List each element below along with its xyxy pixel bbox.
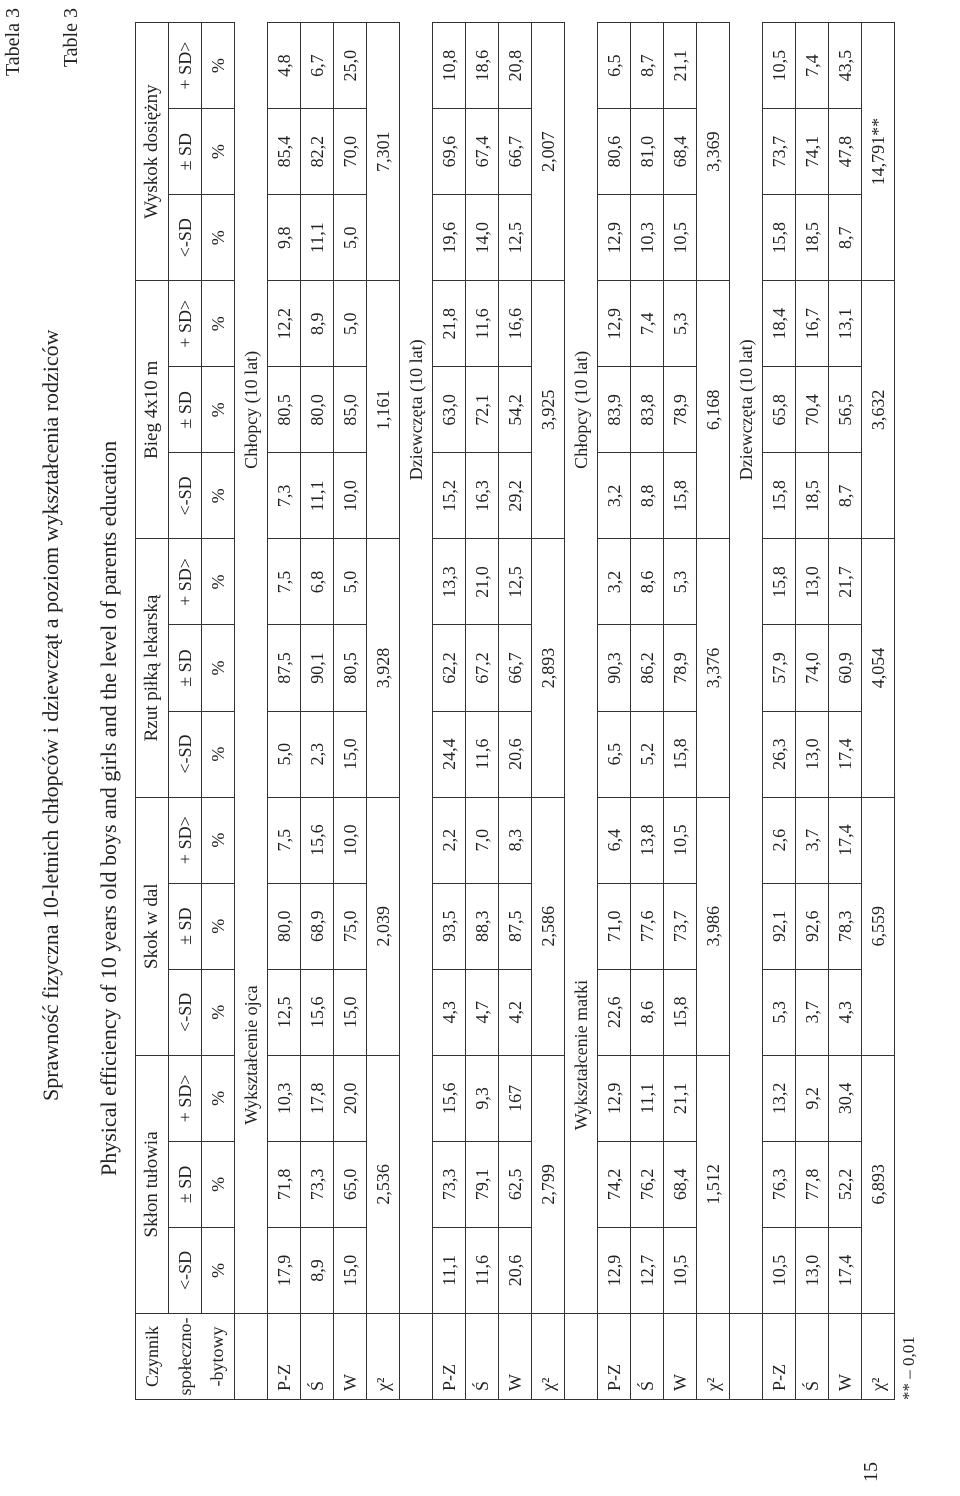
factor-cell: W xyxy=(334,1314,367,1400)
subheader-cell: ± SD xyxy=(169,1141,202,1227)
value-cell: 93,5 xyxy=(433,883,466,969)
subheader-cell: + SD> xyxy=(169,281,202,367)
value-cell: 12,9 xyxy=(598,1055,631,1141)
subheader-cell: <-SD xyxy=(169,711,202,797)
value-cell: 17,4 xyxy=(829,1227,862,1313)
factor-cell: P-Z xyxy=(433,1314,466,1400)
table-number-en: Table 3 xyxy=(60,8,82,68)
value-cell: 10,0 xyxy=(334,453,367,539)
value-cell: 16,6 xyxy=(499,281,532,367)
page-number: 15 xyxy=(860,1462,882,1482)
value-cell: 7,0 xyxy=(466,797,499,883)
subheader-cell: + SD> xyxy=(169,539,202,625)
value-cell: 5,0 xyxy=(334,539,367,625)
chi-value: 2,799 xyxy=(532,1055,565,1313)
value-cell: 56,5 xyxy=(829,367,862,453)
chi-value: 7,301 xyxy=(367,23,400,281)
value-cell: 20,6 xyxy=(499,1227,532,1313)
value-cell: 15,0 xyxy=(334,711,367,797)
factor-cell: P-Z xyxy=(598,1314,631,1400)
unit-cell: % xyxy=(202,539,235,625)
parent-education-label: Wykształcenie ojca xyxy=(235,797,268,1313)
factor-cell: W xyxy=(829,1314,862,1400)
group-header: Wyskok dosiężny xyxy=(136,23,169,281)
value-cell: 65,8 xyxy=(763,367,796,453)
gender-label: Dziewczęta (10 lat) xyxy=(730,23,763,798)
value-cell: 10,5 xyxy=(664,1227,697,1313)
unit-cell: % xyxy=(202,23,235,109)
value-cell: 11,1 xyxy=(301,453,334,539)
value-cell: 13,1 xyxy=(829,281,862,367)
value-cell: 76,2 xyxy=(631,1141,664,1227)
chi-value: 2,536 xyxy=(367,1055,400,1313)
chi-value: 3,928 xyxy=(367,539,400,797)
value-cell: 8,6 xyxy=(631,969,664,1055)
chi-value: 3,925 xyxy=(532,281,565,539)
value-cell: 4,8 xyxy=(268,23,301,109)
chi-label: χ² xyxy=(862,1314,895,1400)
value-cell: 2,6 xyxy=(763,797,796,883)
value-cell: 12,5 xyxy=(499,195,532,281)
value-cell: 16,3 xyxy=(466,453,499,539)
value-cell: 8,7 xyxy=(631,23,664,109)
value-cell: 11,1 xyxy=(631,1055,664,1141)
unit-cell: % xyxy=(202,1055,235,1141)
value-cell: 15,8 xyxy=(664,969,697,1055)
chi-value: 6,893 xyxy=(862,1055,895,1313)
value-cell: 10,8 xyxy=(433,23,466,109)
value-cell: 79,1 xyxy=(466,1141,499,1227)
value-cell: 3,2 xyxy=(598,453,631,539)
chi-value: 14,791** xyxy=(862,23,895,281)
value-cell: 52,2 xyxy=(829,1141,862,1227)
value-cell: 62,5 xyxy=(499,1141,532,1227)
chi-value: 6,559 xyxy=(862,797,895,1055)
parent-education-label: Wykształcenie matki xyxy=(565,797,598,1313)
value-cell: 78,3 xyxy=(829,883,862,969)
value-cell: 8,9 xyxy=(301,1227,334,1313)
value-cell: 90,3 xyxy=(598,625,631,711)
value-cell: 25,0 xyxy=(334,23,367,109)
value-cell: 80,0 xyxy=(268,883,301,969)
unit-cell: % xyxy=(202,1141,235,1227)
value-cell: 11,1 xyxy=(301,195,334,281)
value-cell: 8,6 xyxy=(631,539,664,625)
value-cell: 77,8 xyxy=(796,1141,829,1227)
factor-cell: P-Z xyxy=(763,1314,796,1400)
table-title-en: Physical efficiency of 10 years old boys and girls and the level of parents education xyxy=(96,440,121,1176)
value-cell: 80,0 xyxy=(301,367,334,453)
value-cell: 20,6 xyxy=(499,711,532,797)
factor-cell: W xyxy=(499,1314,532,1400)
value-cell: 11,6 xyxy=(466,711,499,797)
value-cell: 7,4 xyxy=(796,23,829,109)
table-row xyxy=(796,23,829,1400)
value-cell: 167 xyxy=(499,1055,532,1141)
value-cell: 11,6 xyxy=(466,281,499,367)
value-cell: 73,7 xyxy=(763,109,796,195)
value-cell: 12,5 xyxy=(499,539,532,625)
chi-row xyxy=(532,23,565,1400)
chi-value: 2,586 xyxy=(532,797,565,1055)
value-cell: 24,4 xyxy=(433,711,466,797)
table-row xyxy=(301,23,334,1400)
value-cell: 73,3 xyxy=(301,1141,334,1227)
value-cell: 73,7 xyxy=(664,883,697,969)
value-cell: 66,7 xyxy=(499,109,532,195)
value-cell: 5,0 xyxy=(334,195,367,281)
chi-row xyxy=(367,23,400,1400)
factor-cell: P-Z xyxy=(268,1314,301,1400)
value-cell: 6,8 xyxy=(301,539,334,625)
value-cell: 90,1 xyxy=(301,625,334,711)
value-cell: 43,5 xyxy=(829,23,862,109)
section-spacer xyxy=(565,1314,598,1400)
subheader-cell: ± SD xyxy=(169,109,202,195)
value-cell: 15,0 xyxy=(334,1227,367,1313)
value-cell: 4,2 xyxy=(499,969,532,1055)
value-cell: 22,6 xyxy=(598,969,631,1055)
value-cell: 70,4 xyxy=(796,367,829,453)
value-cell: 20,0 xyxy=(334,1055,367,1141)
value-cell: 11,6 xyxy=(466,1227,499,1313)
value-cell: 8,9 xyxy=(301,281,334,367)
value-cell: 85,4 xyxy=(268,109,301,195)
table-row xyxy=(829,23,862,1400)
value-cell: 74,2 xyxy=(598,1141,631,1227)
value-cell: 73,3 xyxy=(433,1141,466,1227)
value-cell: 13,3 xyxy=(433,539,466,625)
value-cell: 66,7 xyxy=(499,625,532,711)
value-cell: 13,2 xyxy=(763,1055,796,1141)
value-cell: 9,8 xyxy=(268,195,301,281)
table-number-pl: Tabela 3 xyxy=(2,8,24,77)
value-cell: 15,6 xyxy=(433,1055,466,1141)
unit-cell: % xyxy=(202,969,235,1055)
table-title-pl: Sprawność fizyczna 10-letnich chłopców i dziewcząt a poziom wykształcenia rodziców xyxy=(38,329,63,1101)
subheader-cell: + SD> xyxy=(169,23,202,109)
gender-label: Dziewczęta (10 lat) xyxy=(400,23,433,798)
unit-cell: % xyxy=(202,367,235,453)
chi-value: 2,007 xyxy=(532,23,565,281)
parent-education-label xyxy=(730,797,763,1313)
table-row xyxy=(598,23,631,1400)
value-cell: 13,0 xyxy=(796,539,829,625)
value-cell: 12,2 xyxy=(268,281,301,367)
unit-cell: % xyxy=(202,711,235,797)
value-cell: 85,0 xyxy=(334,367,367,453)
unit-cell: % xyxy=(202,797,235,883)
value-cell: 78,9 xyxy=(664,367,697,453)
value-cell: 80,5 xyxy=(334,625,367,711)
value-cell: 2,3 xyxy=(301,711,334,797)
value-cell: 10,5 xyxy=(664,195,697,281)
chi-value: 2,039 xyxy=(367,797,400,1055)
subheader-cell: + SD> xyxy=(169,1055,202,1141)
value-cell: 5,3 xyxy=(664,539,697,625)
value-cell: 81,0 xyxy=(631,109,664,195)
value-cell: 15,6 xyxy=(301,969,334,1055)
value-cell: 8,3 xyxy=(499,797,532,883)
value-cell: 13,0 xyxy=(796,711,829,797)
value-cell: 20,8 xyxy=(499,23,532,109)
factor-cell: Ś xyxy=(466,1314,499,1400)
value-cell: 10,5 xyxy=(763,23,796,109)
chi-value: 6,168 xyxy=(697,281,730,539)
subheader-cell: ± SD xyxy=(169,367,202,453)
value-cell: 21,0 xyxy=(466,539,499,625)
value-cell: 30,4 xyxy=(829,1055,862,1141)
value-cell: 68,4 xyxy=(664,109,697,195)
value-cell: 8,7 xyxy=(829,195,862,281)
table-row xyxy=(466,23,499,1400)
subheader-cell: + SD> xyxy=(169,797,202,883)
subheader-cell: <-SD xyxy=(169,1227,202,1313)
value-cell: 9,2 xyxy=(796,1055,829,1141)
value-cell: 67,2 xyxy=(466,625,499,711)
factor-cell: W xyxy=(664,1314,697,1400)
chi-value: 1,512 xyxy=(697,1055,730,1313)
value-cell: 12,7 xyxy=(631,1227,664,1313)
value-cell: 14,0 xyxy=(466,195,499,281)
value-cell: 4,3 xyxy=(433,969,466,1055)
value-cell: 62,2 xyxy=(433,625,466,711)
value-cell: 29,2 xyxy=(499,453,532,539)
value-cell: 12,9 xyxy=(598,1227,631,1313)
value-cell: 7,5 xyxy=(268,539,301,625)
value-cell: 15,8 xyxy=(763,539,796,625)
value-cell: 63,0 xyxy=(433,367,466,453)
value-cell: 21,8 xyxy=(433,281,466,367)
unit-cell: % xyxy=(202,453,235,539)
value-cell: 5,3 xyxy=(763,969,796,1055)
value-cell: 18,6 xyxy=(466,23,499,109)
value-cell: 4,3 xyxy=(829,969,862,1055)
value-cell: 80,5 xyxy=(268,367,301,453)
gender-label: Chłopcy (10 lat) xyxy=(235,23,268,798)
value-cell: 72,1 xyxy=(466,367,499,453)
chi-row xyxy=(697,23,730,1400)
value-cell: 80,6 xyxy=(598,109,631,195)
value-cell: 83,8 xyxy=(631,367,664,453)
value-cell: 15,8 xyxy=(763,195,796,281)
value-cell: 68,9 xyxy=(301,883,334,969)
unit-cell: % xyxy=(202,195,235,281)
value-cell: 7,5 xyxy=(268,797,301,883)
value-cell: 10,3 xyxy=(631,195,664,281)
value-cell: 6,5 xyxy=(598,23,631,109)
factor-cell: Ś xyxy=(301,1314,334,1400)
section-row xyxy=(565,23,598,1400)
subheader-cell: ± SD xyxy=(169,625,202,711)
value-cell: 19,6 xyxy=(433,195,466,281)
chi-value: 2,893 xyxy=(532,539,565,797)
factor-header-1: Czynnik xyxy=(136,1314,169,1400)
value-cell: 13,8 xyxy=(631,797,664,883)
value-cell: 12,5 xyxy=(268,969,301,1055)
subheader-cell: ± SD xyxy=(169,883,202,969)
chi-value: 4,054 xyxy=(862,539,895,797)
value-cell: 71,8 xyxy=(268,1141,301,1227)
group-header: Bieg 4x10 m xyxy=(136,281,169,539)
unit-cell: % xyxy=(202,281,235,367)
group-header: Skok w dal xyxy=(136,797,169,1055)
table-row xyxy=(334,23,367,1400)
value-cell: 17,8 xyxy=(301,1055,334,1141)
table-row xyxy=(763,23,796,1400)
value-cell: 5,0 xyxy=(268,711,301,797)
value-cell: 7,3 xyxy=(268,453,301,539)
value-cell: 12,9 xyxy=(598,195,631,281)
value-cell: 15,6 xyxy=(301,797,334,883)
chi-value: 3,986 xyxy=(697,797,730,1055)
unit-cell: % xyxy=(202,625,235,711)
chi-value: 3,369 xyxy=(697,23,730,281)
value-cell: 15,2 xyxy=(433,453,466,539)
value-cell: 7,4 xyxy=(631,281,664,367)
value-cell: 75,0 xyxy=(334,883,367,969)
value-cell: 5,2 xyxy=(631,711,664,797)
gender-label: Chłopcy (10 lat) xyxy=(565,23,598,798)
value-cell: 3,7 xyxy=(796,797,829,883)
value-cell: 67,4 xyxy=(466,109,499,195)
table-row xyxy=(631,23,664,1400)
value-cell: 86,2 xyxy=(631,625,664,711)
value-cell: 9,3 xyxy=(466,1055,499,1141)
value-cell: 18,4 xyxy=(763,281,796,367)
value-cell: 21,1 xyxy=(664,1055,697,1141)
value-cell: 21,1 xyxy=(664,23,697,109)
chi-value: 1,161 xyxy=(367,281,400,539)
table-row xyxy=(664,23,697,1400)
results-table xyxy=(135,22,895,1400)
chi-label: χ² xyxy=(532,1314,565,1400)
value-cell: 15,8 xyxy=(664,453,697,539)
subheader-cell: <-SD xyxy=(169,195,202,281)
table-row xyxy=(433,23,466,1400)
value-cell: 6,4 xyxy=(598,797,631,883)
value-cell: 54,2 xyxy=(499,367,532,453)
factor-header-2: społeczno- xyxy=(169,1314,202,1400)
unit-cell: % xyxy=(202,1227,235,1313)
value-cell: 26,3 xyxy=(763,711,796,797)
value-cell: 2,2 xyxy=(433,797,466,883)
factor-header-3: -bytowy xyxy=(202,1314,235,1400)
value-cell: 17,9 xyxy=(268,1227,301,1313)
value-cell: 17,4 xyxy=(829,711,862,797)
value-cell: 92,6 xyxy=(796,883,829,969)
section-row xyxy=(235,23,268,1400)
value-cell: 65,0 xyxy=(334,1141,367,1227)
subheader-cell: <-SD xyxy=(169,969,202,1055)
value-cell: 71,0 xyxy=(598,883,631,969)
factor-cell: Ś xyxy=(796,1314,829,1400)
unit-cell: % xyxy=(202,883,235,969)
value-cell: 3,7 xyxy=(796,969,829,1055)
table-row xyxy=(268,23,301,1400)
subheader-cell: <-SD xyxy=(169,453,202,539)
value-cell: 18,5 xyxy=(796,195,829,281)
value-cell: 68,4 xyxy=(664,1141,697,1227)
value-cell: 57,9 xyxy=(763,625,796,711)
chi-label: χ² xyxy=(367,1314,400,1400)
value-cell: 5,3 xyxy=(664,281,697,367)
value-cell: 6,5 xyxy=(598,711,631,797)
parent-education-label xyxy=(400,797,433,1313)
group-header: Rzut piłką lekarską xyxy=(136,539,169,797)
value-cell: 21,7 xyxy=(829,539,862,625)
value-cell: 4,7 xyxy=(466,969,499,1055)
section-spacer xyxy=(730,1314,763,1400)
value-cell: 74,0 xyxy=(796,625,829,711)
value-cell: 10,3 xyxy=(268,1055,301,1141)
value-cell: 70,0 xyxy=(334,109,367,195)
value-cell: 15,8 xyxy=(763,453,796,539)
value-cell: 15,0 xyxy=(334,969,367,1055)
value-cell: 69,6 xyxy=(433,109,466,195)
value-cell: 78,9 xyxy=(664,625,697,711)
value-cell: 92,1 xyxy=(763,883,796,969)
value-cell: 88,3 xyxy=(466,883,499,969)
value-cell: 87,5 xyxy=(268,625,301,711)
value-cell: 15,8 xyxy=(664,711,697,797)
value-cell: 18,5 xyxy=(796,453,829,539)
value-cell: 77,6 xyxy=(631,883,664,969)
section-spacer xyxy=(235,1314,268,1400)
unit-cell: % xyxy=(202,109,235,195)
value-cell: 83,9 xyxy=(598,367,631,453)
value-cell: 10,0 xyxy=(334,797,367,883)
value-cell: 11,1 xyxy=(433,1227,466,1313)
chi-row xyxy=(862,23,895,1400)
value-cell: 10,5 xyxy=(763,1227,796,1313)
value-cell: 3,2 xyxy=(598,539,631,625)
value-cell: 87,5 xyxy=(499,883,532,969)
value-cell: 8,7 xyxy=(829,453,862,539)
value-cell: 12,9 xyxy=(598,281,631,367)
chi-value: 3,376 xyxy=(697,539,730,797)
value-cell: 10,5 xyxy=(664,797,697,883)
value-cell: 76,3 xyxy=(763,1141,796,1227)
value-cell: 74,1 xyxy=(796,109,829,195)
value-cell: 82,2 xyxy=(301,109,334,195)
section-row xyxy=(730,23,763,1400)
section-spacer xyxy=(400,1314,433,1400)
value-cell: 17,4 xyxy=(829,797,862,883)
value-cell: 60,9 xyxy=(829,625,862,711)
factor-cell: Ś xyxy=(631,1314,664,1400)
value-cell: 47,8 xyxy=(829,109,862,195)
value-cell: 5,0 xyxy=(334,281,367,367)
chi-value: 3,632 xyxy=(862,281,895,539)
footnote: ** – 0,01 xyxy=(899,1336,918,1400)
value-cell: 8,8 xyxy=(631,453,664,539)
table-row xyxy=(499,23,532,1400)
group-header: Skłon tułowia xyxy=(136,1055,169,1313)
value-cell: 16,7 xyxy=(796,281,829,367)
value-cell: 6,7 xyxy=(301,23,334,109)
value-cell: 13,0 xyxy=(796,1227,829,1313)
section-row xyxy=(400,23,433,1400)
chi-label: χ² xyxy=(697,1314,730,1400)
